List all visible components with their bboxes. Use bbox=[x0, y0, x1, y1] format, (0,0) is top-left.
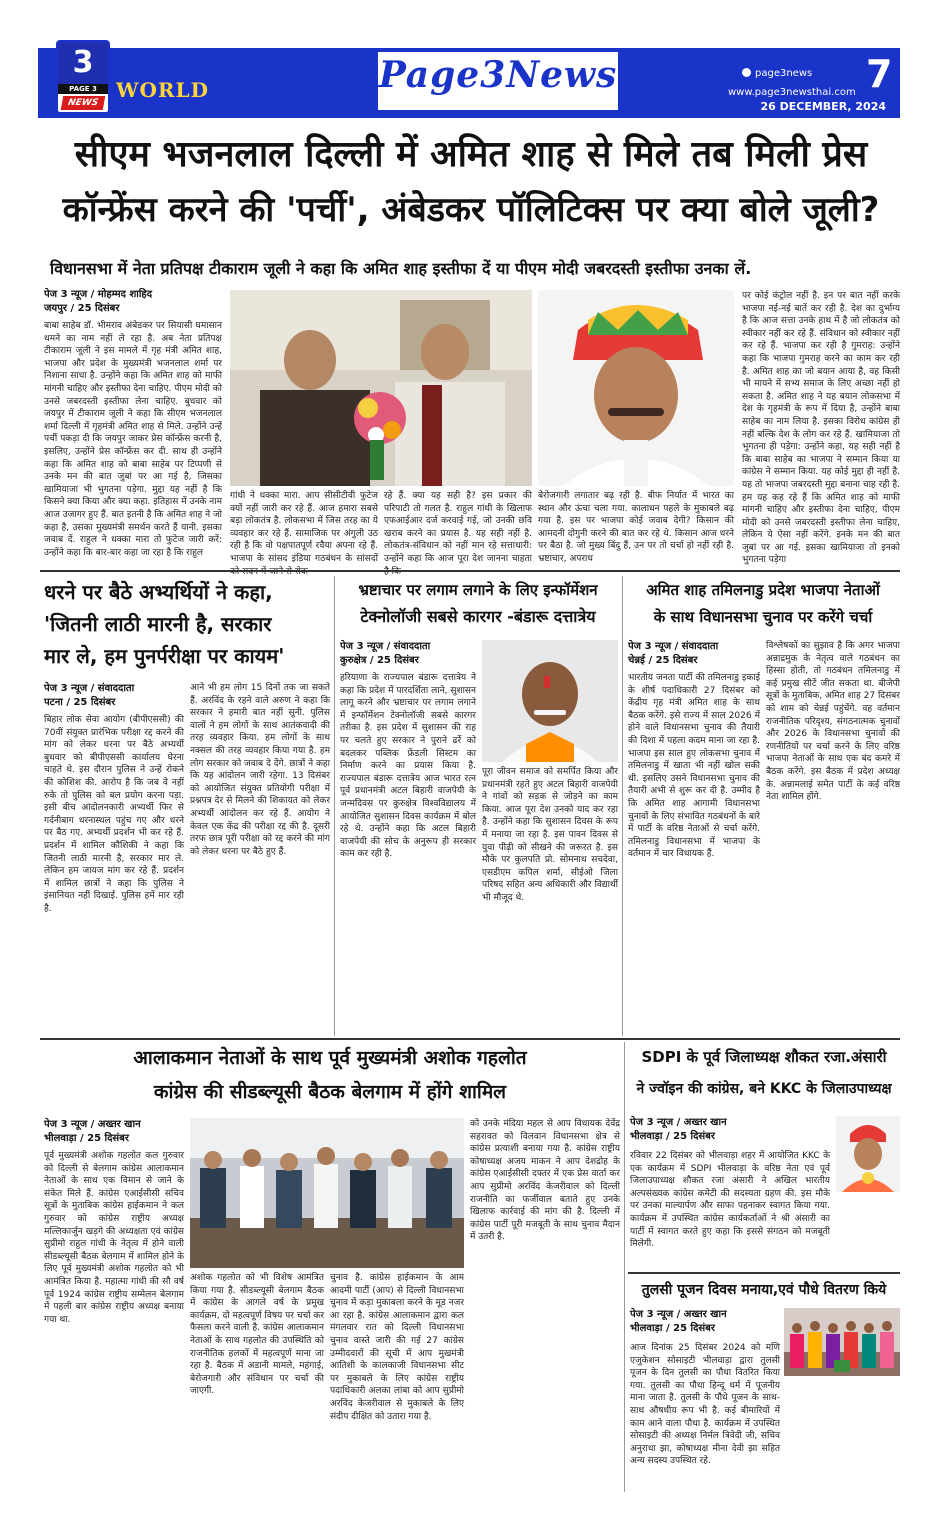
tulsi-byline-reporter: पेज 3 न्यूज / अख्तर खान bbox=[630, 1309, 727, 1320]
lead-col-2: गांधी ने धक्का मारा. आप सीसीटीवी फुटेज क्यों नहीं जारी कर रहे हैं. आज हमारा सबसे बड़ा लोकतंत्र है. लोकसभा में जिस तरह का ये व्यवहार कर रहे हैं. सामाजिक पर अंगुली उठ रही है कि वो पक्षपातपूर्ण रवैया अपना रहे हैं. भाजपा के सांसद इंडिया गठबंधन के सांसदों bbox=[230, 491, 378, 564]
lead-col-1: बाबा साहेब डॉ. भीमराव अंबेडकर पर सियासी घमासान थमने का नाम नहीं ले रहा है. अब नेता प्रतिपक्ष टीकाराम जूली ने इस मामले में गृह मंत्री अमित शाह, भाजपा और प्रदेश के मुख्यमंत्री भजनलाल शर्मा पर निशाना साधा है. उन्होंने कहा कि अमित शाह को माफी मांगनी चाहिए और इस्तीफा देना चाहिए. पीएम मोदी को उनसे जबरदस्ती इस्तीफा लेना चाहिए. बुधवार को जयपुर में टीकाराम जूली ने कहा कि सीएम भजनलाल शर्मा दिल्ली में गृहमंत्री अमित शाह से मिले. उन्होंने उन्हें पर्ची पकड़ा दी कि जयपुर जाकर प्रेस कॉन्फ्रेंस करनी है, इसलिए, उन्होंने प्रेस कॉन्फ्रेंस कर दी. साथ ही उन्होंने कहा कि अमित शाह को बाबा साहेब पर टिप्पणी से उनके मन की बात जुबां पर आ गई है, जिसका खामियाजा भी भुगतना पड़ेगा. मुद्दा यह नहीं है कि किसने क्या किया और क्या कहा. इतिहास में उनके नाम आज उजागर हुए हैं. बात इतनी है कि अमित शाह ने जो कहा है, उसका मुख्यमंत्री समर्थन करते हैं यानी. इसका जवाब दें. राहुल ने धक्का मारा तो फुटेज जारी करें: उन्होंने कहा कि बार-बार कहा जा रहा है कि राहुल bbox=[44, 321, 222, 558]
gehlot-col-3: चुनाव है. कांग्रेस हाईकमान के आम आदमी पार्टी (आप) से दिल्ली विधानसभा चुनाव में कड़ा मुकाबला करने के मूड नजर आ रहा है. कांग्रेस आलाकमान द्वारा कल मंगलवार रात को दिल्ली विधानसभा चुनाव वास्ते जारी की गई 27 कांग्रेस उम्मीदवारों की सूची में आप मुखमंत्री आतिशी के कालकाजी विधानसभा सीट पर मुकाबले के लिए कांग्रेस राष्ट्रीय पदाधिकारी अलका लांबा को आप सुप्रीमो अरविंद केजरीवाल से मुकाबले के लिए संदीप दीक्षित को उतारा गया है. bbox=[330, 1273, 464, 1422]
gehlot-headline-line2: कांग्रेस की सीडब्ल्यूसी बैठक बेलगाम में होंगे शामिल bbox=[153, 1081, 507, 1103]
tulsi-headline: तुलसी पूजन दिवस मनाया,एवं पौधे वितरण किये bbox=[641, 1282, 887, 1298]
sdpi-headline-line2: ने ज्वॉइन की कांग्रेस, बने KKC के जिलाउपाध्यक्ष bbox=[636, 1081, 892, 1097]
logo-news-label: NEWS bbox=[61, 96, 105, 110]
tamilnadu-headline-line2: के साथ विधानसभा चुनाव पर करेंगे चर्चा bbox=[653, 608, 873, 626]
lead-photo-shah-bhajanlal bbox=[230, 290, 532, 486]
section-label: WORLD bbox=[116, 78, 209, 102]
protest-byline-reporter: पेज 3 न्यूज / संवाददाता bbox=[44, 683, 135, 694]
protest-byline-place: पटना / 25 दिसंबर bbox=[44, 697, 116, 708]
sdpi-col-1: रविवार 22 दिसंबर को भीलवाड़ा शहर में आयोजित KKC के एक कार्यक्रम में SDPI भीलवाड़ा के वरिष्ठ नेता एवं पूर्व जिलाउपाध्यक्ष शौकत रजा अंसारी ने अखिल भारतीय अल्पसंख्यक कांग्रेस कमेटी की सदस्यता ग्रहण की. इस मौके पर उनका माल्यार्पण और साफा पहनाकर स्वागत किया गया. कार्यक्रम में उपस्थित कांग्रेस कार्यकर्ताओं ने श्री अंसारी का पार्टी में स्वागत करते हुए कहा कि इससे संगठन को मजबूती मिलेगी. bbox=[630, 1151, 830, 1250]
divider-col-a bbox=[334, 576, 335, 1036]
tamilnadu-headline-line1: अमित शाह तमिलनाडु प्रदेश भाजपा नेताओं bbox=[646, 581, 880, 599]
divider-middle bbox=[40, 1038, 900, 1040]
gehlot-byline-place: भीलवाड़ा / 25 दिसंबर bbox=[44, 1133, 129, 1144]
gehlot-col-2: अशोक गहलोत को भी विशेष आमंत्रित किया गया है. सीडब्ल्यूसी बेलगाम बैठक में कांग्रेस के आगले वर्ष के प्रमुख कार्यक्रम, दो महत्वपूर्ण विषय पर चर्चा कर फैसला करने वाली है. कांग्रेस आलाकमान नेताओं के साथ गहलोत की उपस्थिति को राजनीतिक हलकों में महत्वपूर्ण माना जा रहा है. बैठक में अडानी मामले, महंगाई, बेरोजगारी और संविधान पर चर्चा की जाएगी. bbox=[190, 1273, 324, 1397]
photo-illustration bbox=[190, 1118, 464, 1268]
tulsi-byline-place: भीलवाड़ा / 25 दिसंबर bbox=[630, 1323, 715, 1334]
bandaru-byline-reporter: पेज 3 न्यूज / संवाददाता bbox=[340, 641, 431, 652]
protest-headline-line1: धरने पर बैठे अभ्यर्थियों ने कहा, bbox=[44, 580, 273, 604]
tulsi-col-1: आज दिनांक 25 दिसंबर 2024 को मणि एजुकेशन सोसाइटी भीलवाड़ा द्वारा तुलसी पूजन के दिन तुलसी का पौधा वितरित किया गया. तुलसी का पौधा हिन्दू धर्म में पूजनीय माना जाता है. तुलसी के पौधे पूजन के साथ-साथ औषधीय रूप भी है. कई बीमारियों में काम आने वाला पौधा है. कार्यक्रम में उपस्थित सोसाइटी की अध्यक्ष निर्मल त्रिवेदी जी, सचिव अनुराधा झा, कोषाध्यक्ष मीना देवी झा सहित अन्य सदस्य उपस्थित रहे. bbox=[630, 1343, 780, 1467]
gehlot-photo-meeting bbox=[190, 1118, 464, 1268]
lead-col-4: बेरोजगारी लगातार बढ़ रही है. बीफ निर्यात में भारत का स्थान और ऊंचा चला गया. कालाधन पहले के मुकाबले बढ़ गया है. इस पर भाजपा कोई जवाब देगी? किसान की आमदनी दोगुनी करने की बात कर रहे थे. किसान आज धरने पर बैठा है. जो मुख्य बिंदु हैं, उन पर तो चर्चा हो नहीं रही है. भ्रष्टाचार, अपराध bbox=[538, 491, 734, 564]
tamilnadu-byline-place: चेन्नई / 25 दिसंबर bbox=[628, 655, 698, 666]
page-number: 7 bbox=[866, 52, 893, 96]
divider-sdpi bbox=[628, 1272, 900, 1274]
logo-number: 3 bbox=[58, 42, 108, 84]
protest-headline-line2: 'जितनी लाठी मारनी है, सरकार bbox=[44, 612, 272, 636]
bandaru-col-1: हरियाणा के राज्यपाल बंडारू दत्तात्रेय ने कहा कि प्रदेश में पारदर्शिता लाने, सुशासन लागू करने और भ्रष्टाचार पर लगाम लगाने में इन्फॉर्मेशन टेक्नोलॉजी सबसे कारगर तरीका है. इस प्रदेश में सुशासन की राह पर चलते हुए सरकार ने पुराने ढर्रे को बदलकर पब्लिक फ्रेंडली सिस्टम का निर्माण करने का प्रयास किया है. राज्यपाल बंडारू दत्तात्रेय आज भारत रत्न पूर्व प्रधानमंत्री अटल बिहारी वाजपेयी के जन्मदिवस पर कुरुक्षेत्र विश्वविद्यालय में आयोजित सुशासन दिवस कार्यक्रम में बोल रहे थे. उन्होंने कहा कि अटल बिहारी वाजपेयी की सोच के अनुरूप ही सरकार काम कर रही है. bbox=[340, 673, 476, 860]
gehlot-byline-reporter: पेज 3 न्यूज / अख्तर खान bbox=[44, 1119, 141, 1130]
lead-headline-line1: सीएम भजनलाल दिल्ली में अमित शाह से मिले तब मिली प्रेस bbox=[74, 134, 868, 175]
photo-illustration bbox=[482, 640, 618, 762]
tamilnadu-byline-reporter: पेज 3 न्यूज / संवाददाता bbox=[628, 641, 719, 652]
protest-headline-line3: मार ले, हम पुनर्परीक्षा पर कायम' bbox=[44, 644, 285, 668]
divider-col-b bbox=[622, 576, 623, 1036]
protest-col-2: आने भी हम लोग 15 दिनों तक जा सकते हैं. अरविंद के रहने वाले अरुण ने कहा कि सरकार ने हमारी बात नहीं सुनी. पुलिस वालों ने हम लोगों के साथ आतंकवादी की तरह व्यवहार किया. हम लोगों के साथ नक्सल की तरह व्यवहार किया गया है. हम लोग सरकार को जवाब दे देंगे. छात्रों ने कहा कि यह आंदोलन जारी रहेगा. 13 दिसंबर को आयोजित संयुक्त प्रतियोगी परीक्षा में प्रश्नपत्र देर से मिलने की शिकायत को लेकर अभ्यर्थी आंदोलन कर रहे हैं. आयोग ने केवल एक केंद्र की परीक्षा रद्द की है. दूसरी तरफ छात्र पूरी परीक्षा को रद्द करने की मांग को लेकर धरना पर बैठे हुए हैं. bbox=[190, 683, 330, 857]
social-handle[interactable] bbox=[742, 68, 812, 79]
photo-illustration bbox=[538, 290, 734, 486]
bandaru-col-2: पूरा जीवन समाज को समर्पित किया और प्रधानमंत्री रहते हुए अटल बिहारी वाजपेयी ने गांवों को सड़क से जोड़ने का काम किया. आज पूरा देश उनको याद कर रहा है. उन्होंने कहा कि सुशासन दिवस के रूप में मनाया जा रहा है. इस पावन दिवस से युवा पीढ़ी को सीखने की जरूरत है. इस मौके पर कुलपति प्रो. सोमनाथ सचदेवा, एसडीएम कपिल शर्मा, सीईओ जिला परिषद सहित अन्य अधिकारी और विद्यार्थी भी मौजूद थे. bbox=[482, 767, 618, 903]
sdpi-byline-reporter: पेज 3 न्यूज / अख्तर खान bbox=[630, 1117, 727, 1128]
lead-col-5: पर कोई कंट्रोल नहीं है. इन पर बात नहीं करके भाजपा नई-नई बातें कर रही है. देश का दुर्भाग्य है कि आज सत्ता उनके हाथ में है जो लोकतंत्र को स्वीकार नहीं कर रहे हैं. संविधान को स्वीकार नहीं कर रहे हैं. भाजपा कर रही है गुमराह: उन्होंने कहा कि भाजपा गुमराह करने का काम कर रही है. अमित शाह का जो बयान आया है, वह किसी भी मायने में सभ्य समाज के लिए अच्छा नहीं हो सकता है. अमित शाह ने यह बयान लोकसभा में देश के गृहमंत्री के रूप में दिया है, उन्होंने बाबा साहेब का नाम लिया है. इसका विरोध कांग्रेस ही नहीं बल्कि देश के लोग कर रहे हैं. खामियाजा तो भुगतना ही पड़ेगा: उन्होंने कहा, यह सही नहीं है कि बाबा साहेब का भाजपा ने सम्मान किया या कांग्रेस ने सम्मान किया. यह कोई मुद्दा ही नहीं है. यह तो भाजपा जबरदस्ती मुद्दा बनाना चाह रही है. हम यह कह रहे हैं कि अमित शाह को माफी मांगनी चाहिए और इस्तीफा देना चाहिए, पीएम मोदी को उनसे जबरदस्ती इस्तीफा लेना चाहिए, लेकिन ये ऐसा नहीं करेंगे. इनके मन की बात जुबां पर आ गई. इसका खामियाजा तो इनको भुगतना पड़ेगा bbox=[742, 291, 900, 566]
sdpi-byline bbox=[630, 1116, 820, 1144]
issue-date: 26 DECEMBER, 2024 bbox=[760, 100, 886, 113]
lead-photo-jully bbox=[538, 290, 734, 486]
photo-illustration bbox=[230, 290, 532, 486]
lead-col-3: रहे हैं. क्या यह सही है? इस प्रकार की परिपाटी तो गलत है. राहुल गांधी के खिलाफ एफआईआर दर्ज करवाई गई, जो उनकी छवि खराब करने का प्रयास है. यह सही नहीं है. लोकतंत्र-संविधान को नहीं मान रहे सत्ताधारी: उन्होंने कहा कि आज पूरा देश जानना चाहता bbox=[384, 491, 532, 564]
lead-headline-line2: कॉन्फ्रेंस करने की 'पर्ची', अंबेडकर पॉलिटिक्स पर क्या बोले जूली? bbox=[62, 190, 880, 230]
sdpi-byline-place: भीलवाड़ा / 25 दिसंबर bbox=[630, 1131, 715, 1142]
bandaru-headline-line2: टेक्नोलॉजी सबसे कारगर -बंडारू दत्तात्रेय bbox=[360, 607, 596, 626]
gehlot-col-4: को उनके मंदिया महल से आप विधायक देवेंद्र सहरावत को विलवान विधानसभा क्षेत्र से कांग्रेस प्रत्याशी बनाया गया है. कांग्रेस राष्ट्रीय कोषाध्यक्ष अजय माकन ने आप देशद्रोह के कांग्रेस एआईसीसी दफ्तर में एक प्रेस वार्ता कर आप सुप्रीमो अरविंद केजरीवाल को दिल्ली राजनीति का फर्जीवाल बताते हुए उनके खिलाफ कार्रवाई की मांग की है. दिल्ली में कांग्रेस पार्टी पूरी मजबूती के साथ चुनाव मैदान में उतरी है. bbox=[470, 1119, 620, 1243]
gehlot-headline-line1: आलाकमान नेताओं के साथ पूर्व मुख्यमंत्री अशोक गहलोत bbox=[133, 1047, 527, 1069]
lead-byline-reporter: पेज 3 न्यूज / मोहम्मद शाहिद bbox=[44, 289, 153, 300]
newspaper-name: Page3News bbox=[378, 54, 618, 96]
protest-col-1: बिहार लोक सेवा आयोग (बीपीएससी) की 70वीं संयुक्त प्रारंभिक परीक्षा रद्द करने की मांग को लेकर धरना पर बैठे अभ्यर्थी बुधवार को बीपीएससी कार्यालय घेरना चाहते थे. इस दौरान पुलिस ने उन्हें रोकने की कोशिश की. आरोप है कि जब वे नहीं रुके तो पुलिस को बल प्रयोग करना पड़ा. इसी बीच आंदोलनकारी अभ्यर्थी फिर से गर्दनीबाग धरनास्थल पहुंच गए और धरने पर बैठ गए. अभ्यर्थी प्रदर्शन भी कर रहे हैं. प्रदर्शन में शामिल कौशिकी ने कहा कि जितनी लाठी मारनी है, सरकार मार ले. लेकिन हम जायज मांग कर रहे हैं. प्रदर्शन में शामिल छात्रों ने कहा कि पुलिस ने इंसानियत नहीं दिखाई. पुलिस हमें मार रही है. bbox=[44, 715, 184, 914]
divider-lead bbox=[40, 570, 900, 572]
lead-subhead: विधानसभा में नेता प्रतिपक्ष टीकाराम जूली ने कहा कि अमित शाह इस्तीफा दें या पीएम मोदी जबरदस्ती इस्तीफा उनका लें. bbox=[50, 259, 752, 278]
social-icon bbox=[742, 68, 751, 77]
bandaru-byline-place: कुरुक्षेत्र / 25 दिसंबर bbox=[340, 655, 419, 666]
gehlot-col-1: पूर्व मुख्यमंत्री अशोक गहलोत कल गुरुवार को दिल्ली से बेलगाम कांग्रेस आलाकमान नेताओं के साथ एक विमान से जाने के संकेत मिले हैं. कांग्रेस एआईसीसी सचिव सूत्रों के मुताबिक कांग्रेस हाईकमान ने कल गुरुवार को कांग्रेस राष्ट्रीय अध्यक्ष मल्लिकार्जुन खड़गे की अध्यक्षता एवं कांग्रेस सुप्रीमो राहुल गांधी के नेतृत्व में होने वाली सीडब्ल्यूसी बैठक बेलगाम में शामिल होने के लिए पूर्व मुख्यमंत्री अशोक गहलोत को भी आमंत्रित किया है. महात्मा गांधी की सौ वर्ष पूर्व 1924 कांग्रेस राष्ट्रीय सम्मेलन बेलगाम में पहली बार कांग्रेस राष्ट्रीय अध्यक्ष बनाया गया था. bbox=[44, 1151, 184, 1325]
lead-byline-place: जयपुर / 25 दिसंबर bbox=[44, 303, 120, 314]
tamilnadu-col-2: विश्लेषकों का सुझाव है कि अगर भाजपा अन्नाद्रमुक के नेतृत्व वाले गठबंधन का हिस्सा होती, तो गठबंधन तमिलनाडु में कई प्रमुख सीटें जीत सकता था. बीजेपी सूत्रों के मुताबिक, अमित शाह 27 दिसंबर को शाम को चेन्नई पहुंचेंगे. वह वर्तमान राजनीतिक परिदृश्य, संगठनात्मक चुनावों और 2026 के विधानसभा चुनावों की रणनीतियों पर चर्चा करने के लिए वरिष्ठ भाजपा नेताओं के साथ एक बंद कमरे में बैठक करेंगे. इस बैठक में प्रदेश अध्यक्ष के. अन्नामलाई समेत पार्टी के कई वरिष्ठ नेता शामिल होंगे. bbox=[766, 641, 900, 803]
lead-byline bbox=[44, 288, 224, 316]
bandaru-photo bbox=[482, 640, 618, 762]
tamilnadu-byline bbox=[628, 640, 768, 668]
website-link[interactable]: www.page3newsthai.com bbox=[728, 87, 856, 98]
social-handle-text: page3news bbox=[755, 68, 813, 79]
divider-col-c bbox=[624, 1042, 625, 1492]
sdpi-headline-line1: SDPI के पूर्व जिलाध्यक्ष शौकत रजा.अंसारी bbox=[641, 1048, 887, 1066]
logo-page-label: PAGE 3 bbox=[58, 84, 108, 94]
bandaru-headline-line1: भ्रष्टाचार पर लगाम लगाने के लिए इन्फॉर्मेशन bbox=[358, 581, 598, 599]
tamilnadu-col-1: भारतीय जनता पार्टी की तमिलनाडु इकाई के शीर्ष पदाधिकारी 27 दिसंबर को केंद्रीय गृह मंत्री अमित शाह के साथ बैठक करेंगे. इसे राज्य में साल 2026 में होने वाले विधानसभा चुनाव की तैयारी की दिशा में पहला कदम माना जा रहा है. भाजपा इस साल हुए लोकसभा चुनाव में तमिलनाडु में खाता भी नहीं खोल सकी थी. इसलिए उसने विधानसभा चुनाव की तैयारी अभी से शुरू कर दी है. उम्मीद है कि अमित शाह आगामी विधानसभा चुनावों के लिए संभावित गठबंधनों के बारे में पार्टी के वरिष्ठ नेताओं से चर्चा करेंगे. तमिलनाडु विधानसभा में भाजपा के वर्तमान में चार विधायक हैं. bbox=[628, 673, 760, 860]
